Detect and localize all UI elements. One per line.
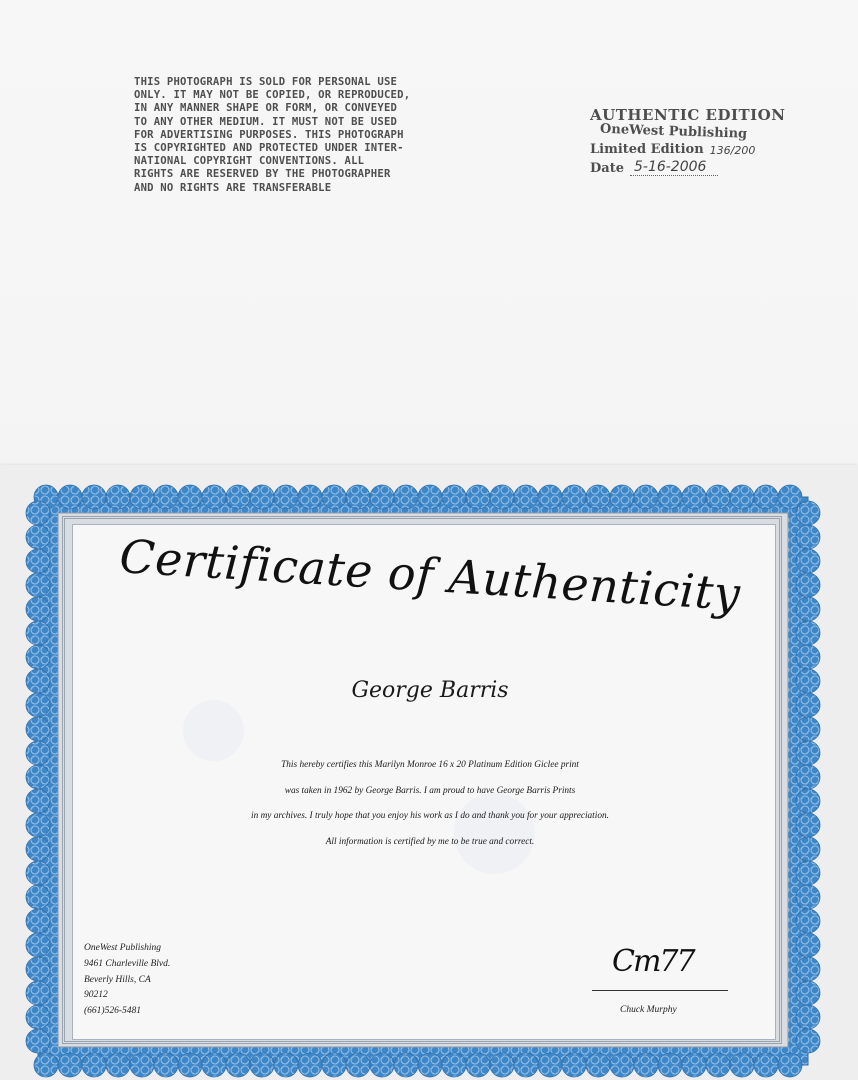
border-scallop [730,1053,754,1077]
border-scallop [796,525,820,549]
border-scallop [466,485,490,509]
edition-stamp-publisher: OneWest Publishing [599,121,748,142]
border-scallop [562,1053,586,1077]
edition-date-row [590,159,790,176]
border-scallop [26,549,50,573]
border-scallop [226,1053,250,1077]
signature-line [592,990,728,991]
border-scallop [130,1053,154,1077]
border-scallop [26,693,50,717]
border-scallop [796,957,820,981]
border-scallop [26,933,50,957]
border-scallop [322,1053,346,1077]
border-scallop [730,485,754,509]
border-scallop [26,597,50,621]
border-scallop [442,485,466,509]
copyright-line: FOR ADVERTISING PURPOSES. THIS PHOTOGRAPH [134,128,404,141]
copyright-line: TO ANY OTHER MEDIUM. IT MUST NOT BE USED [134,115,398,128]
copyright-line: RIGHTS ARE RESERVED BY THE PHOTOGRAPHER [134,168,391,181]
border-scallop [130,485,154,509]
border-scallop [26,789,50,813]
border-scallop [538,1053,562,1077]
border-scallop [796,645,820,669]
border-scallop [796,837,820,861]
edition-number-row [590,142,790,157]
border-scallop [490,1053,514,1077]
certificate-body-line: in my archives. I truly hope that you enjoy his work as I do and thank you for your appreciation. [251,811,609,821]
border-scallop [490,485,514,509]
border-scallop [202,485,226,509]
address-line: 9461 Charleville Blvd. [84,958,171,969]
border-scallop [796,789,820,813]
border-scallop [418,485,442,509]
border-scallop [778,1053,802,1077]
border-scallop [796,693,820,717]
border-scallop [796,861,820,885]
certificate-title: Certificate of Authenticity [118,529,742,621]
border-scallop [796,597,820,621]
border-scallop [26,741,50,765]
border-scallop [274,1053,298,1077]
border-scallop [26,957,50,981]
border-scallop [154,1053,178,1077]
address-line: OneWest Publishing [84,943,161,953]
edition-date: 5-16-2006 [630,159,718,176]
border-scallop [58,485,82,509]
border-scallop [586,1053,610,1077]
border-scallop [796,717,820,741]
border-scallop [346,485,370,509]
border-scallop [26,765,50,789]
border-scallop [34,1053,58,1077]
edition-number: 136/200 [709,144,756,157]
border-scallop [610,1053,634,1077]
address-line: (661)526-5481 [84,1006,141,1017]
border-scallop [26,981,50,1005]
border-scallop [796,669,820,693]
certificate-body-line: was taken in 1962 by George Barris. I am proud to have George Barris Prints [284,785,576,796]
border-scallop [26,885,50,909]
border-scallop [370,1053,394,1077]
border-scallop [178,1053,202,1077]
border-scallop [26,1005,50,1029]
certificate-body-line: This hereby certifies this Marilyn Monroe 16 x 20 Platinum Edition Giclee print [281,760,579,770]
border-scallop [418,1053,442,1077]
border-scallop [26,621,50,645]
border-scallop [394,485,418,509]
border-scallop [58,1053,82,1077]
border-scallop [634,485,658,509]
address-line: Beverly Hills, CA [84,974,151,985]
border-scallop [202,1053,226,1077]
border-scallop [796,813,820,837]
border-scallop [26,717,50,741]
border-scallop [26,909,50,933]
border-scallop [394,1053,418,1077]
border-scallop [26,501,50,525]
border-scallop [442,1053,466,1077]
border-scallop [370,485,394,509]
border-scallop [796,909,820,933]
border-scallop [26,573,50,597]
border-scallop [298,485,322,509]
border-scallop [796,549,820,573]
border-scallop [82,485,106,509]
copyright-line: THIS PHOTOGRAPH IS SOLD FOR PERSONAL USE [134,76,398,88]
border-scallop [796,933,820,957]
copyright-line: IN ANY MANNER SHAPE OR FORM, OR CONVEYED [134,102,398,115]
border-scallop [562,485,586,509]
border-scallop [250,1053,274,1077]
border-scallop [466,1053,490,1077]
photographer-name: George Barris [351,678,509,703]
border-scallop [346,1053,370,1077]
border-scallop [634,1053,658,1077]
border-scallop [796,741,820,765]
border-scallop [706,1053,730,1077]
certificate-body-line: All information is certified by me to be true and correct. [325,836,535,847]
border-scallop [298,1053,322,1077]
border-scallop [514,1053,538,1077]
border-scallop [274,485,298,509]
signer-name: Chuck Murphy [620,1005,677,1015]
border-scallop [106,1053,130,1077]
border-scallop [610,485,634,509]
border-scallop [682,1053,706,1077]
border-scallop [538,485,562,509]
date-label: Date [590,161,624,176]
border-scallop [26,837,50,861]
border-scallop [154,485,178,509]
border-scallop [26,645,50,669]
border-scallop [514,485,538,509]
address-line: 90212 [84,990,108,1001]
limited-edition-label: Limited Edition [590,142,704,157]
border-scallop [706,485,730,509]
border-scallop [658,1053,682,1077]
border-scallop [796,501,820,525]
border-scallop [796,1029,820,1053]
border-scallop [796,573,820,597]
border-scallop [586,485,610,509]
copyright-line: IS COPYRIGHTED AND PROTECTED UNDER INTER- [134,142,404,155]
publisher-address [84,941,170,1020]
border-scallop [178,485,202,509]
border-scallop [658,485,682,509]
certificate-body [150,753,710,855]
edition-stamp [590,106,790,176]
border-scallop [82,1053,106,1077]
border-scallop [682,485,706,509]
border-scallop [796,765,820,789]
border-scallop [796,621,820,645]
border-scallop [26,1029,50,1053]
border-scallop [26,669,50,693]
border-scallop [754,1053,778,1077]
border-scallop [796,981,820,1005]
border-scallop [796,1005,820,1029]
edition-stamp-title: AUTHENTIC EDITION [590,106,786,124]
border-scallop [106,485,130,509]
copyright-line: ONLY. IT MAY NOT BE COPIED, OR REPRODUCED, [134,89,411,102]
border-scallop [796,885,820,909]
signature: Cm77 [612,944,694,979]
border-scallop [226,485,250,509]
border-scallop [250,485,274,509]
copyright-line: NATIONAL COPYRIGHT CONVENTIONS. ALL [134,155,365,168]
border-scallop [26,525,50,549]
border-scallop [26,813,50,837]
border-scallop [754,485,778,509]
copyright-stamp [134,76,446,195]
border-scallop [322,485,346,509]
border-scallop [26,861,50,885]
copyright-line: AND NO RIGHTS ARE TRANSFERABLE [134,181,332,194]
